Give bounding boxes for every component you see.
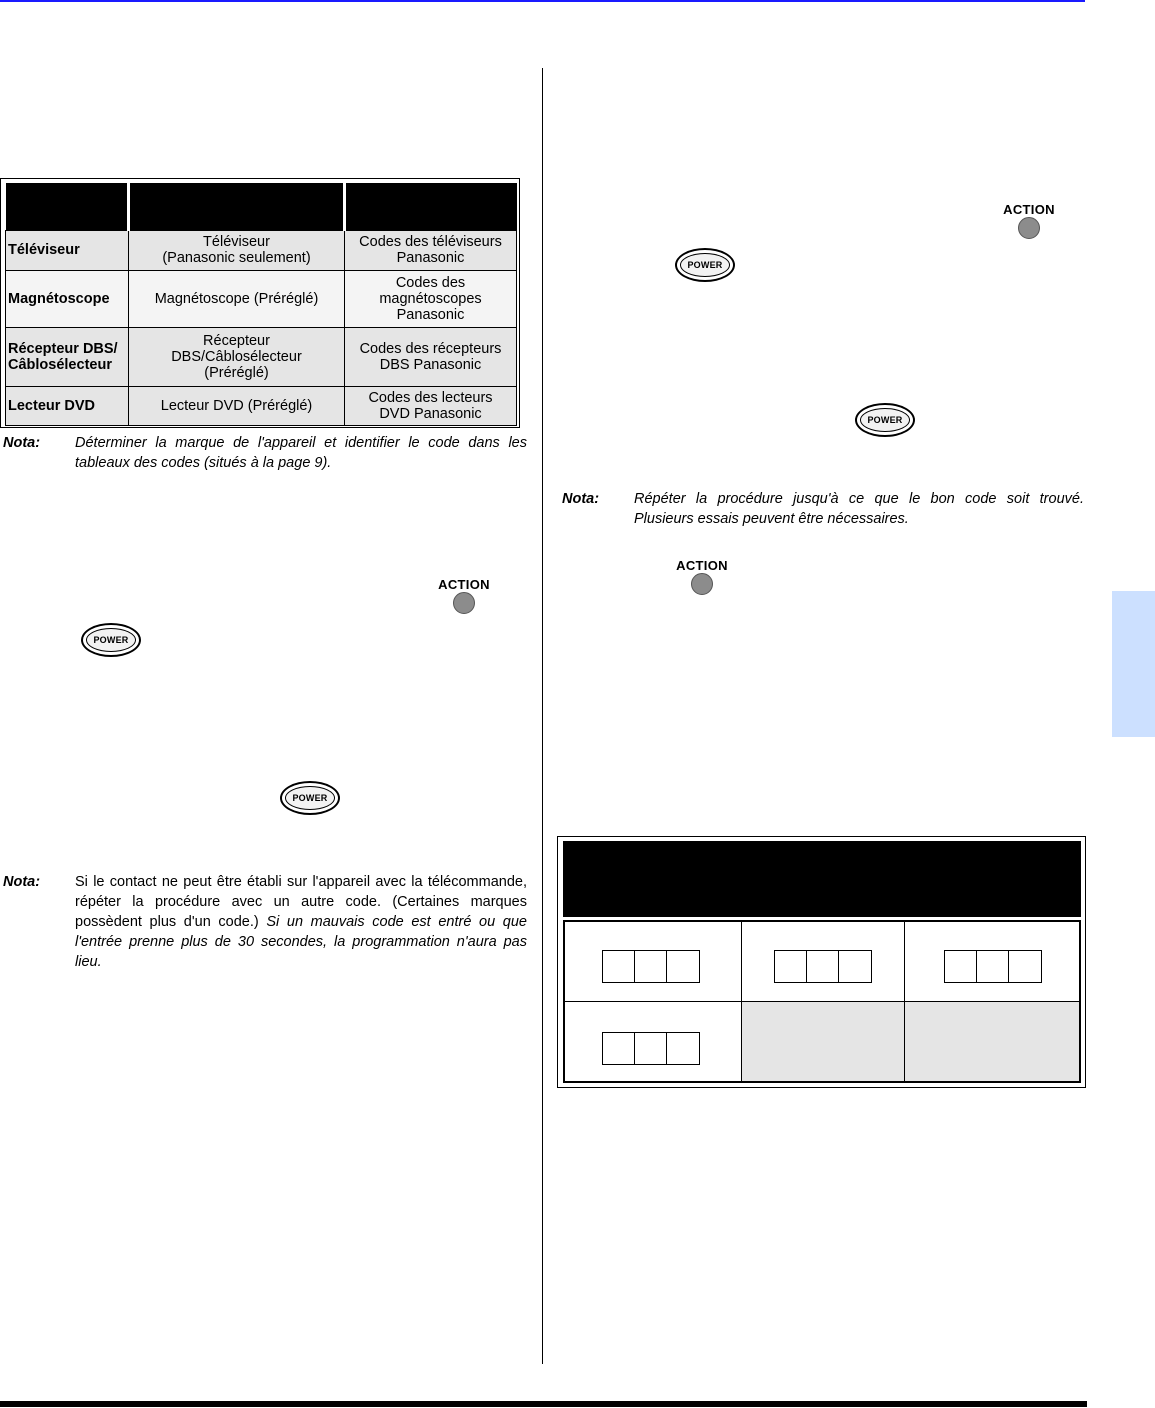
code-table-header xyxy=(563,841,1081,917)
grid-line xyxy=(565,1001,1079,1002)
action-button-illustration: ACTION xyxy=(434,577,494,613)
codes-cell: Codes des magnétoscopes Panasonic xyxy=(345,270,517,327)
table-row xyxy=(6,270,517,327)
table-row xyxy=(6,327,517,386)
power-button-icon: POWER xyxy=(86,628,136,652)
section-tab xyxy=(1112,591,1155,737)
code-entry-boxes xyxy=(944,950,1042,983)
note-text: Déterminer la marque de l'appareil et identifier le code dans les tableaux des codes (situés à la page 9). xyxy=(75,435,527,471)
device-name: Téléviseur xyxy=(6,230,129,270)
power-button-illustration xyxy=(81,623,141,657)
action-button-icon xyxy=(691,573,713,595)
empty-cell xyxy=(742,1002,904,1081)
note-retry-code xyxy=(3,872,527,970)
codes-cell: Codes des lecteurs DVD Panasonic xyxy=(345,386,517,425)
mode-cell: Téléviseur (Panasonic seulement) xyxy=(129,230,345,270)
note-label: Nota: xyxy=(3,435,41,451)
device-name: Récepteur DBS/ Câblosélecteur xyxy=(6,327,129,386)
mode-cell: Lecteur DVD (Préréglé) xyxy=(129,386,345,425)
top-rule xyxy=(0,0,1085,2)
power-button-illustration xyxy=(855,403,915,437)
action-button-illustration: ACTION xyxy=(999,202,1059,238)
note-text: Si le contact ne peut être établi sur l'appareil avec la télécommande, répéter la procédure avec un autre code. (Certaines marques possèdent plus d'un code.) Si un mauvais code est entré ou que l'entrée prenne plus de 30 secondes, la programmation n'aura pas lieu. xyxy=(75,874,527,970)
code-entry-boxes xyxy=(774,950,872,983)
note-text: Répéter la procédure jusqu'à ce que le bon code soit trouvé. Plusieurs essais peuvent être nécessaires. xyxy=(634,491,1084,527)
mode-cell: Magnétoscope (Préréglé) xyxy=(129,270,345,327)
code-entry-boxes xyxy=(602,950,700,983)
mode-table-header xyxy=(6,183,517,230)
bottom-rule xyxy=(0,1401,1087,1407)
note-brand-code xyxy=(3,433,527,475)
column-divider xyxy=(542,68,543,1364)
power-button-illustration xyxy=(280,781,340,815)
device-name: Lecteur DVD xyxy=(6,386,129,425)
note-label: Nota: xyxy=(562,491,600,507)
code-entry-boxes xyxy=(602,1032,700,1065)
power-button-icon: POWER xyxy=(285,786,335,810)
table-row xyxy=(6,386,517,425)
table-row xyxy=(6,230,517,270)
power-button-icon: POWER xyxy=(860,408,910,432)
action-button-illustration: ACTION xyxy=(672,558,732,594)
note-label: Nota: xyxy=(3,874,41,890)
note-repeat-procedure xyxy=(562,489,1084,531)
action-button-icon xyxy=(453,592,475,614)
codes-cell: Codes des récepteurs DBS Panasonic xyxy=(345,327,517,386)
power-button-icon: POWER xyxy=(680,253,730,277)
action-button-icon xyxy=(1018,217,1040,239)
power-button-illustration xyxy=(675,248,735,282)
mode-table xyxy=(5,183,517,426)
empty-cell xyxy=(905,1002,1079,1081)
codes-cell: Codes des téléviseurs Panasonic xyxy=(345,230,517,270)
device-name: Magnétoscope xyxy=(6,270,129,327)
mode-cell: Récepteur DBS/Câblosélecteur (Préréglé) xyxy=(129,327,345,386)
code-table xyxy=(563,920,1081,1083)
